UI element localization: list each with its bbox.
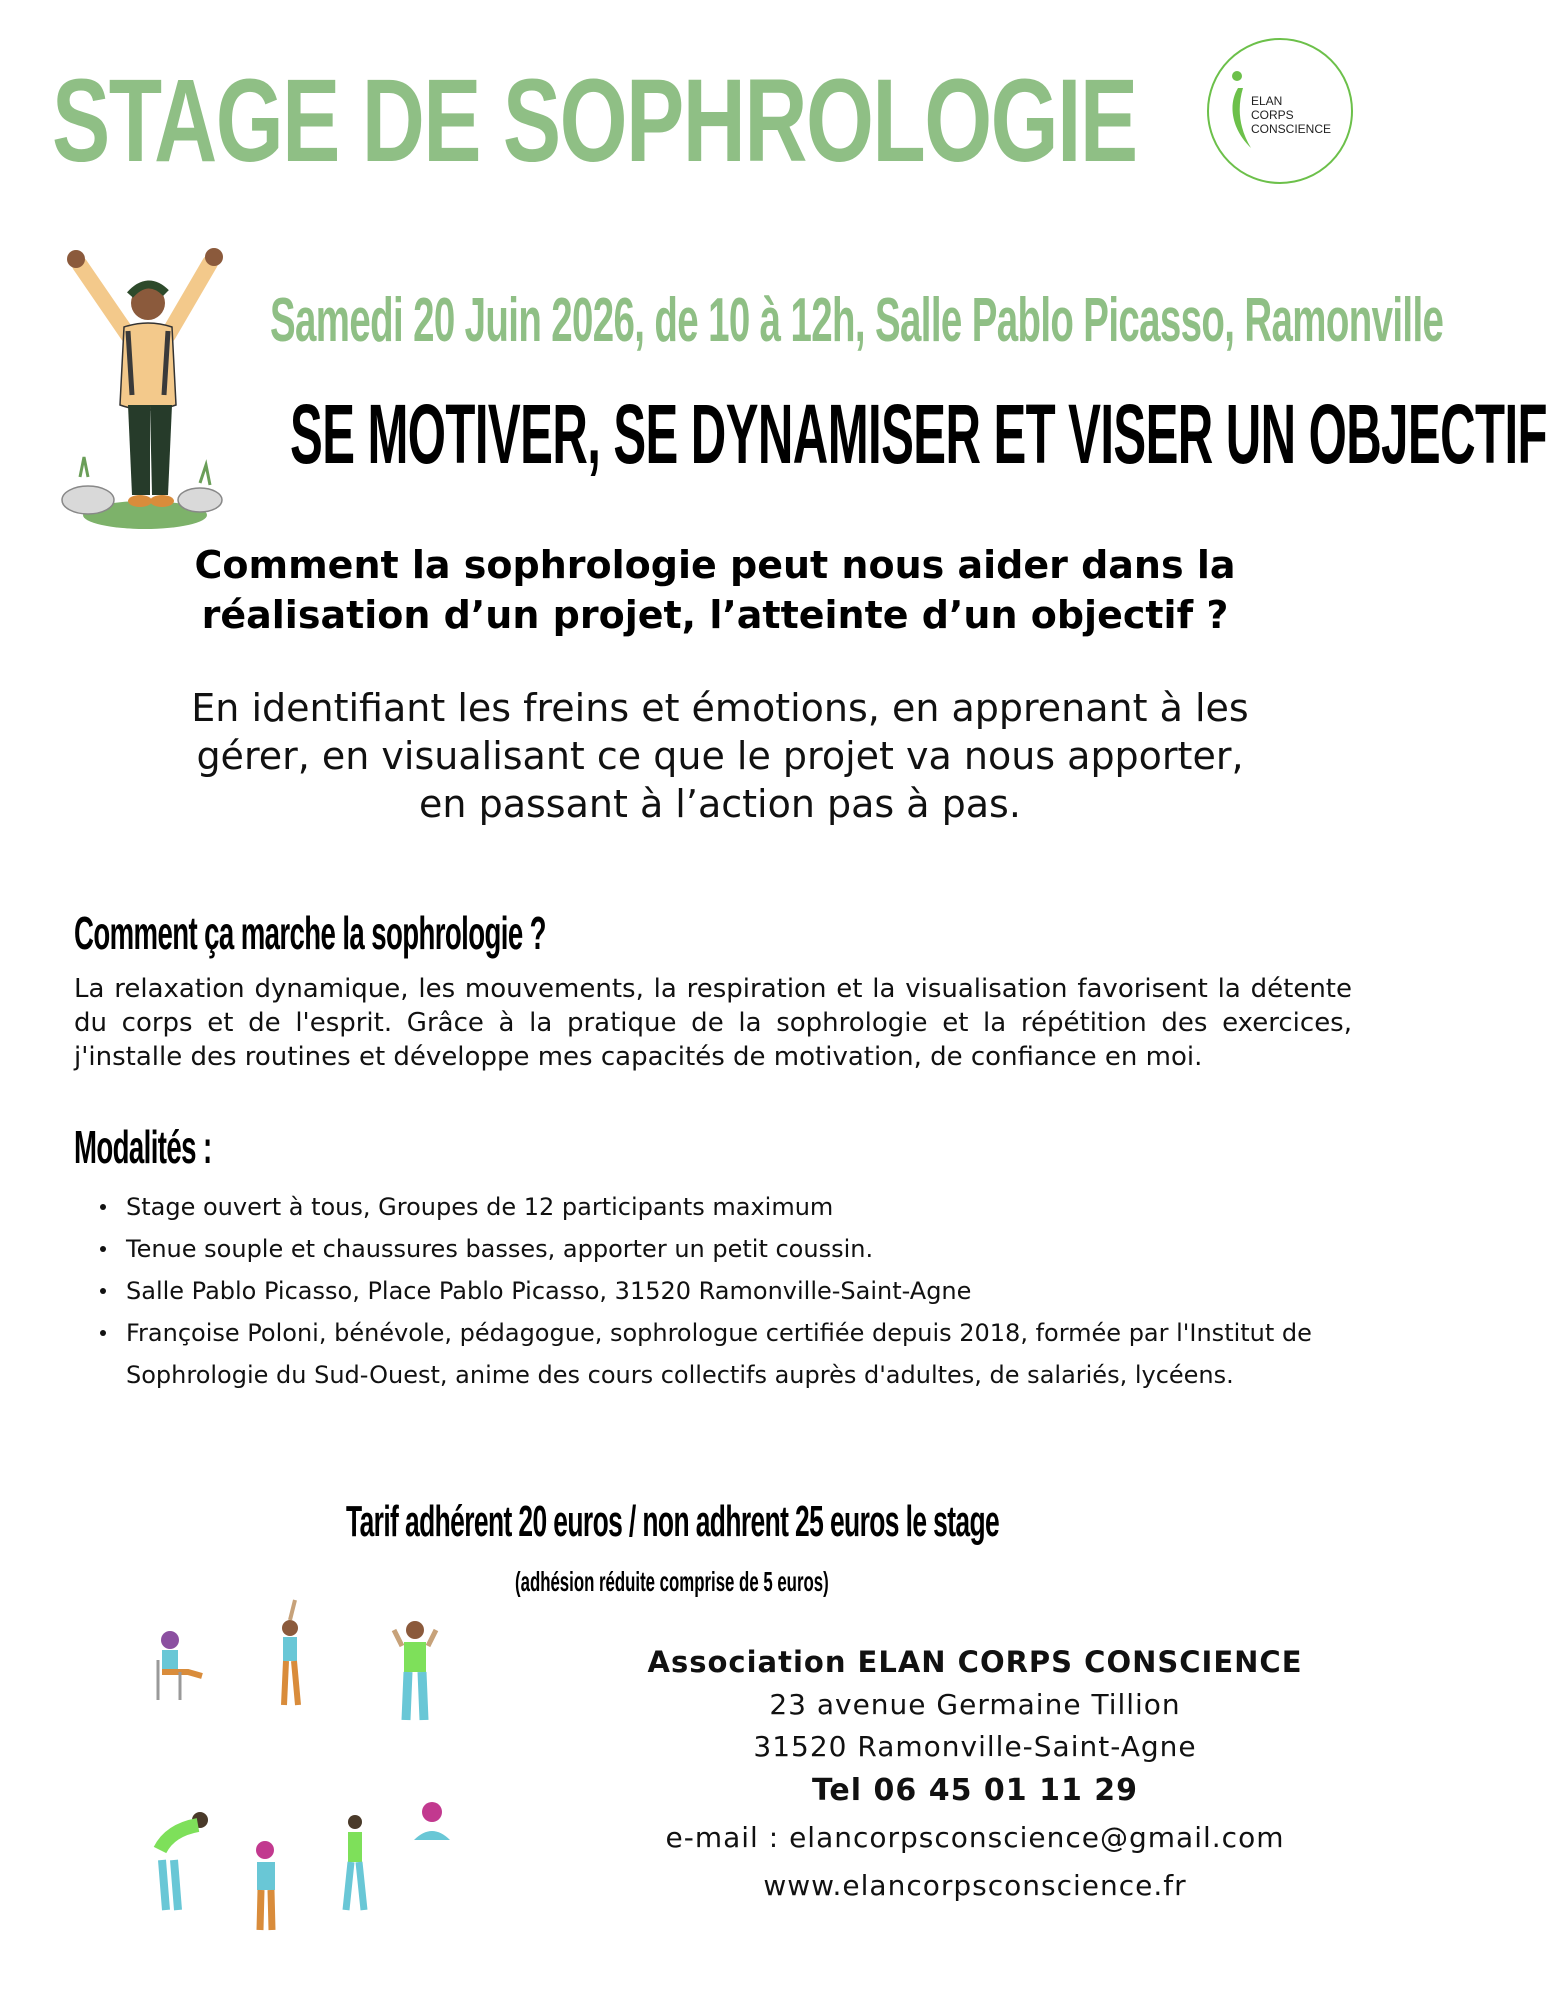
website-link[interactable]: www.elancorpsconscience.fr [763,1869,1187,1902]
phone-number: Tel 06 45 01 11 29 [811,1773,1139,1808]
pricing-main: Tarif adhérent 20 euros / non adhrent 25 euros le stage [346,1497,1000,1546]
event-info: Samedi 20 Juin 2026, de 10 à 12h, Salle Pablo Picasso, Ramonville [270,286,1444,355]
headline: SE MOTIVER, SE DYNAMISER ET VISER UN OBJECTIF [290,387,1547,481]
how-paragraph: La relaxation dynamique, les mouvements, la respiration et la visualisation favorisent la détente du corps et de l'esprit. Grâce à la pratique de la sophrologie et la répétition des exercices, j'installe des routines et développe mes capacités de motivation, de confiance en moi. [74,974,1352,1072]
address-city: 31520 Ramonville-Saint-Agne [753,1730,1197,1763]
list-item: Tenue souple et chaussures basses, apporter un petit coussin. [96,1228,1346,1270]
pricing-note: (adhésion réduite comprise de 5 euros) [515,1566,829,1597]
list-item: Françoise Poloni, bénévole, pédagogue, sophrologue certifiée depuis 2018, formée par l'Institut de Sophrologie du Sud-Ouest, anime des cours collectifs auprès d'adultes, de salariés, lycéens. [96,1312,1346,1396]
exercise-figures-illustration [140,1610,460,1940]
logo-line-3: CONSCIENCE [1251,122,1332,136]
page-title: STAGE DE SOPHROLOGIE [52,55,1137,187]
modalites-heading: Modalités : [74,1121,212,1173]
association-name: Association ELAN CORPS CONSCIENCE [647,1645,1303,1679]
list-item: Stage ouvert à tous, Groupes de 12 participants maximum [96,1186,1346,1228]
elan-logo [1205,36,1355,186]
question-text: Comment la sophrologie peut nous aider dans la réalisation d’un projet, l’atteinte d’un objectif ? [194,543,1236,637]
contact-block [620,1640,1330,1910]
how-heading: Comment ça marche la sophrologie ? [74,907,546,959]
answer-text: En identifiant les freins et émotions, en apprenant à les gérer, en visualisant ce que le projet va nous apporter, en passant à l’action pas à pas. [191,686,1249,826]
email-address[interactable]: e-mail : elancorpsconscience@gmail.com [665,1821,1285,1854]
list-item: Salle Pablo Picasso, Place Pablo Picasso, 31520 Ramonville-Saint-Agne [96,1270,1346,1312]
logo-line-2: CORPS [1251,108,1294,122]
logo-line-1: ELAN [1251,94,1283,108]
hiker-illustration [50,245,230,535]
modalites-list [96,1186,1346,1396]
address-street: 23 avenue Germaine Tillion [769,1688,1181,1721]
